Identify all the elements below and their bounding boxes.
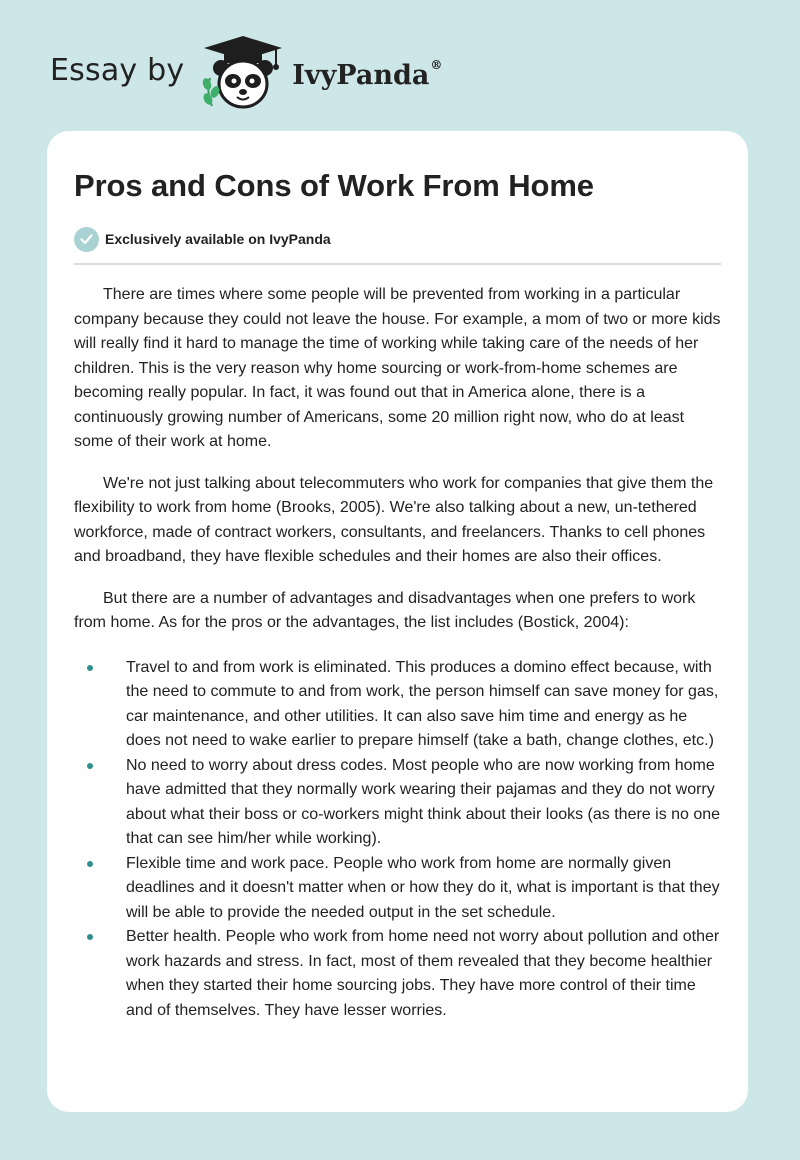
list-item-text: Flexible time and work pace. People who work from home are normally given deadlines and it doesn't matter when or how they do it, what is important is that they will be able to provide the needed output in the set schedule. — [126, 854, 720, 921]
essay-body — [74, 283, 721, 1023]
brand-header — [50, 34, 442, 114]
list-item — [74, 852, 721, 926]
paragraph: We're not just talking about telecommuters who work for companies that give them the flexibility to work from home (Brooks, 2005). We're also talking about a new, un-tethered workforce, made of contract workers, consultants, and freelancers. Thanks to cell phones and broadband, they have flexible schedules and their homes are also their offices. — [74, 474, 714, 565]
panda-graduate-logo-icon[interactable] — [196, 34, 290, 114]
paragraph: There are times where some people will be prevented from working in a particular company because they could not leave the house. For example, a mom of two or more kids will really find it hard to manage the time of working while taking care of the needs of her children. This is the very reason why home sourcing or work-from-home schemes are becoming really popular. In fact, it was found out that in America alone, there is a continuously growing number of Americans, some 20 million right now, who do at least some of their work at home. — [74, 286, 721, 450]
bullet-dot-icon — [87, 861, 93, 867]
page-title: Pros and Cons of Work From Home — [74, 168, 594, 203]
list-item-text: Better health. People who work from home need not worry about pollution and other work hazards and stress. In fact, most of them revealed that they become healthier when they started their home sourcing jobs. They have more control of their time and of themselves. They have lesser worries. — [126, 928, 720, 1019]
bullet-dot-icon — [87, 763, 93, 769]
brand-prefix: Essay by — [50, 52, 185, 88]
essay-card — [47, 131, 748, 1112]
registered-mark: ® — [430, 57, 443, 72]
list-item-text: Travel to and from work is eliminated. This produces a domino effect because, with the need to commute to and from work, the person himself can save money for gas, car maintenance, and other utilities. It can also save him time and energy as he does not need to wake earlier to prepare himself (take a bath, change clothes, etc.) — [126, 658, 719, 749]
bullet-dot-icon — [87, 934, 93, 940]
exclusive-label: Exclusively available on IvyPanda — [105, 231, 331, 247]
brand-name[interactable] — [292, 57, 443, 91]
list-item-text: No need to worry about dress codes. Most people who are now working from home have admitted that they normally work wearing their pajamas and they do not worry about what their boss or co-workers might think about their looks (as there is no one that can see him/her while working). — [126, 756, 721, 847]
bullet-dot-icon — [87, 665, 93, 671]
exclusive-badge-row — [74, 226, 721, 252]
list-item — [74, 656, 721, 754]
list-item — [74, 754, 721, 852]
list-item — [74, 925, 721, 1023]
paragraph: But there are a number of advantages and disadvantages when one prefers to work from home. As for the pros or the advantages, the list includes (Bostick, 2004): — [74, 589, 696, 631]
brand-name-text: IvyPanda — [292, 59, 430, 91]
pros-list — [74, 656, 721, 1024]
check-circle-icon — [74, 227, 99, 252]
divider — [74, 263, 721, 265]
